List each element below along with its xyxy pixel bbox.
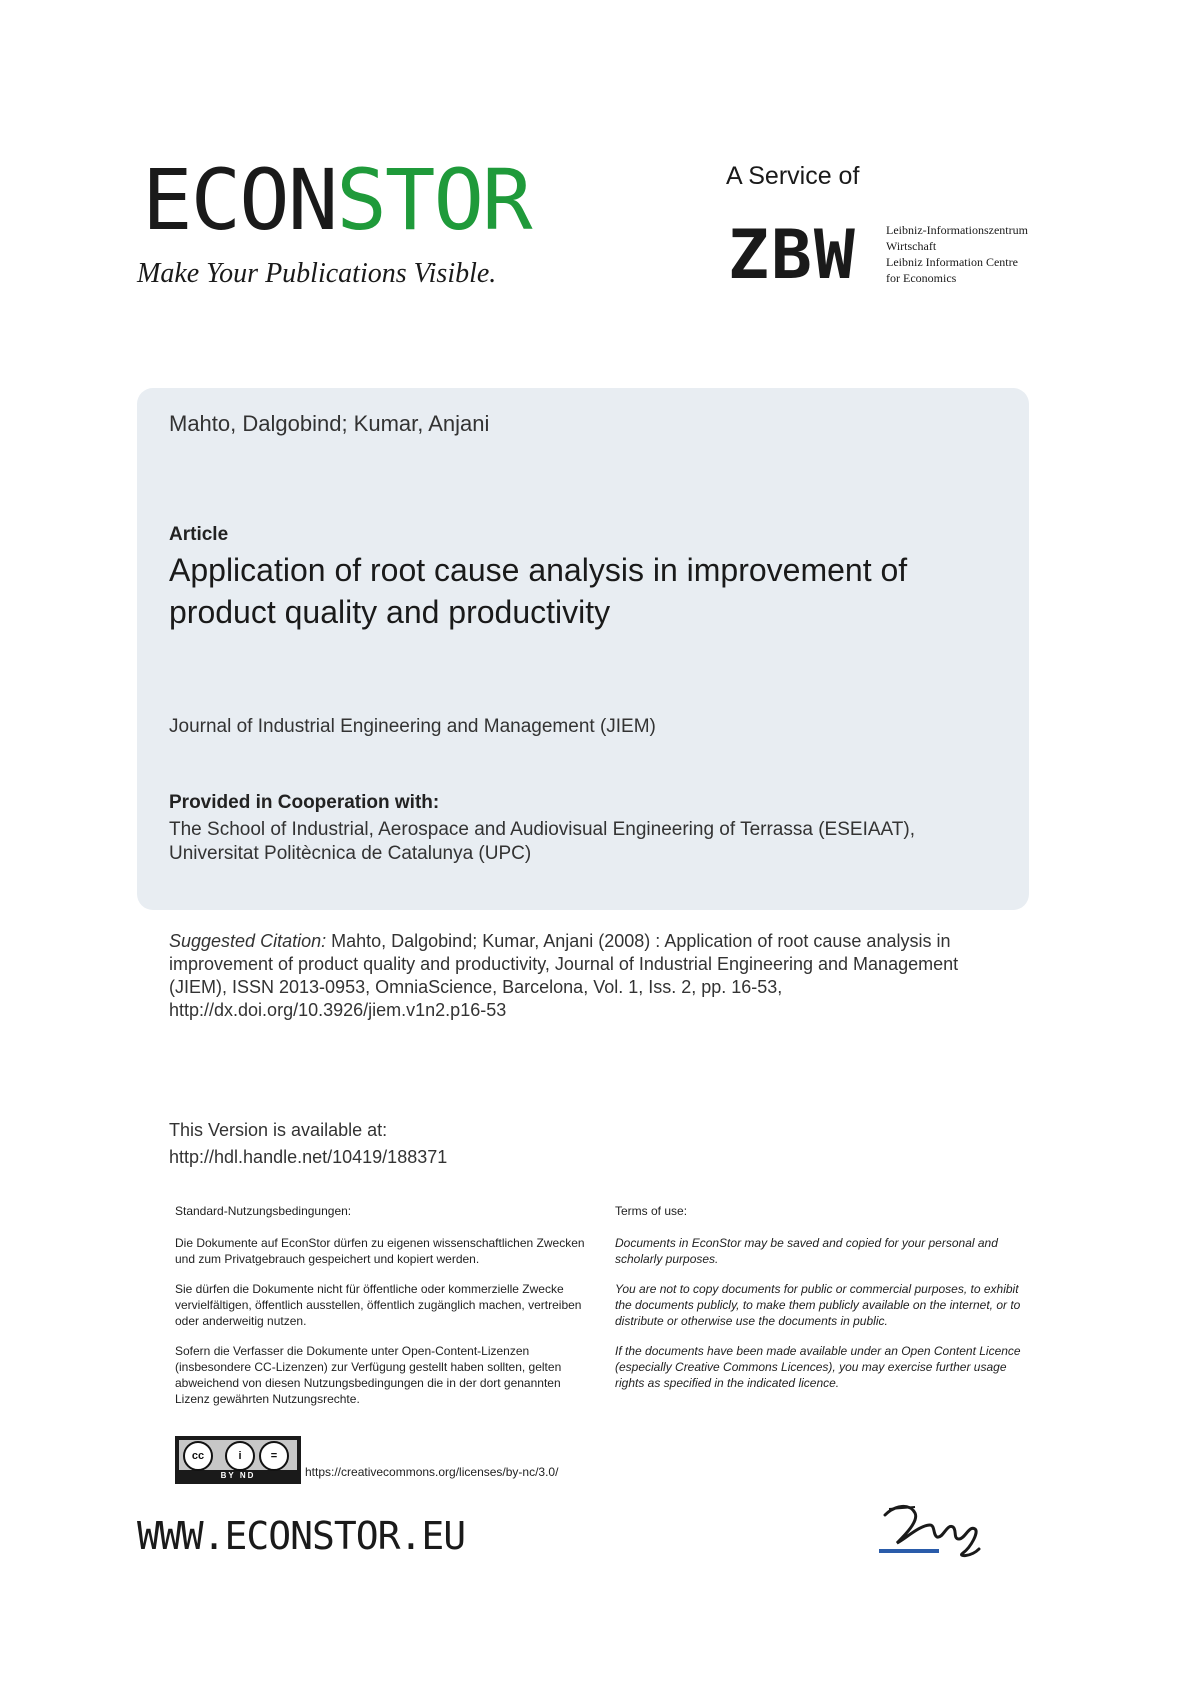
citation-text[interactable]: Mahto, Dalgobind; Kumar, Anjani (2008) : Application of root cause analysis in improvement of product quality and productivity, Journal of Industrial Engineering and Management (JIEM), ISSN 2013-0953, OmniaScience, Barcelona, Vol. 1, Iss. 2, pp. 16-53, http://dx.doi.org/10.3926/jiem.v1n2.p16-53 (169, 931, 959, 1020)
zbw-logo: ZBW (728, 216, 857, 295)
document-type: Article (169, 524, 229, 545)
cooperation-institution: The School of Industrial, Aerospace and Audiovisual Engineering of Terrassa (ESEIAAT), Universitat Politècnica de Catalunya (UPC) (169, 819, 915, 864)
econstor-logo-right: STOR (336, 151, 531, 249)
leibniz-logo (875, 1495, 985, 1570)
cc-badge-body (179, 1440, 297, 1470)
terms-german-paragraph: Sofern die Verfasser die Dokumente unter Open-Content-Lizenzen (insbesondere CC-Lizenzen) zur Verfügung gestellt haben sollten, gelten abweichend von diesen Nutzungsbedingungen die in der dort genannten Lizenz gewährten Nutzungsrechte. (175, 1344, 562, 1406)
leibniz-signature-icon (875, 1495, 985, 1570)
econstor-logo-left: ECON (142, 151, 337, 249)
attribution-icon: i (225, 1441, 255, 1471)
suggested-citation (169, 930, 999, 1022)
no-derivatives-icon: = (259, 1441, 289, 1471)
cc-badge-labels: BY ND (220, 1471, 256, 1480)
cc-icon: cc (183, 1441, 213, 1471)
terms-english-heading: Terms of use: (615, 1204, 688, 1218)
license-link[interactable]: https://creativecommons.org/licenses/by-nc/3.0/ (305, 1465, 559, 1479)
terms-english (615, 1203, 1025, 1405)
terms-german-heading: Standard-Nutzungsbedingungen: (175, 1204, 352, 1218)
econstor-tagline: Make Your Publications Visible. (137, 258, 497, 289)
version-label: This Version is available at: (169, 1120, 388, 1140)
zbw-line: for Economics (886, 271, 957, 285)
terms-german-paragraph: Sie dürfen die Dokumente nicht für öffentliche oder kommerzielle Zwecke vervielfältigen, öffentlich ausstellen, öffentlich zugänglich machen, vertreiben oder anderweitig nutzen. (175, 1282, 582, 1328)
zbw-line: Leibniz Information Centre (886, 255, 1018, 269)
cooperation-heading: Provided in Cooperation with: (169, 792, 440, 813)
zbw-description (886, 222, 1028, 286)
citation-label: Suggested Citation: (169, 931, 327, 951)
terms-german (175, 1203, 585, 1421)
journal-name: Journal of Industrial Engineering and Management (JIEM) (169, 716, 656, 737)
econstor-logo (142, 151, 531, 249)
terms-english-paragraph: If the documents have been made available under an Open Content Licence (especially Creative Commons Licences), you may exercise further usage rights as specified in the indicated licence. (615, 1344, 1021, 1390)
zbw-line: Leibniz-Informationszentrum (886, 223, 1028, 237)
zbw-line: Wirtschaft (886, 239, 937, 253)
econstor-website-link[interactable]: WWW.ECONSTOR.EU (137, 1514, 466, 1558)
cc-license-badge[interactable] (175, 1436, 301, 1484)
terms-german-paragraph: Die Dokumente auf EconStor dürfen zu eigenen wissenschaftlichen Zwecken und zum Privatgebrauch gespeichert und kopiert werden. (175, 1236, 585, 1266)
service-label: A Service of (726, 162, 860, 190)
terms-english-paragraph: Documents in EconStor may be saved and copied for your personal and scholarly purposes. (615, 1236, 998, 1266)
document-title: Application of root cause analysis in improvement of product quality and productivity (169, 552, 908, 630)
terms-english-paragraph: You are not to copy documents for public or commercial purposes, to exhibit the documents publicly, to make them publicly available on the internet, or to distribute or otherwise use the documents in public. (615, 1282, 1021, 1328)
authors: Mahto, Dalgobind; Kumar, Anjani (169, 411, 490, 436)
version-link[interactable]: http://hdl.handle.net/10419/188371 (169, 1147, 448, 1167)
